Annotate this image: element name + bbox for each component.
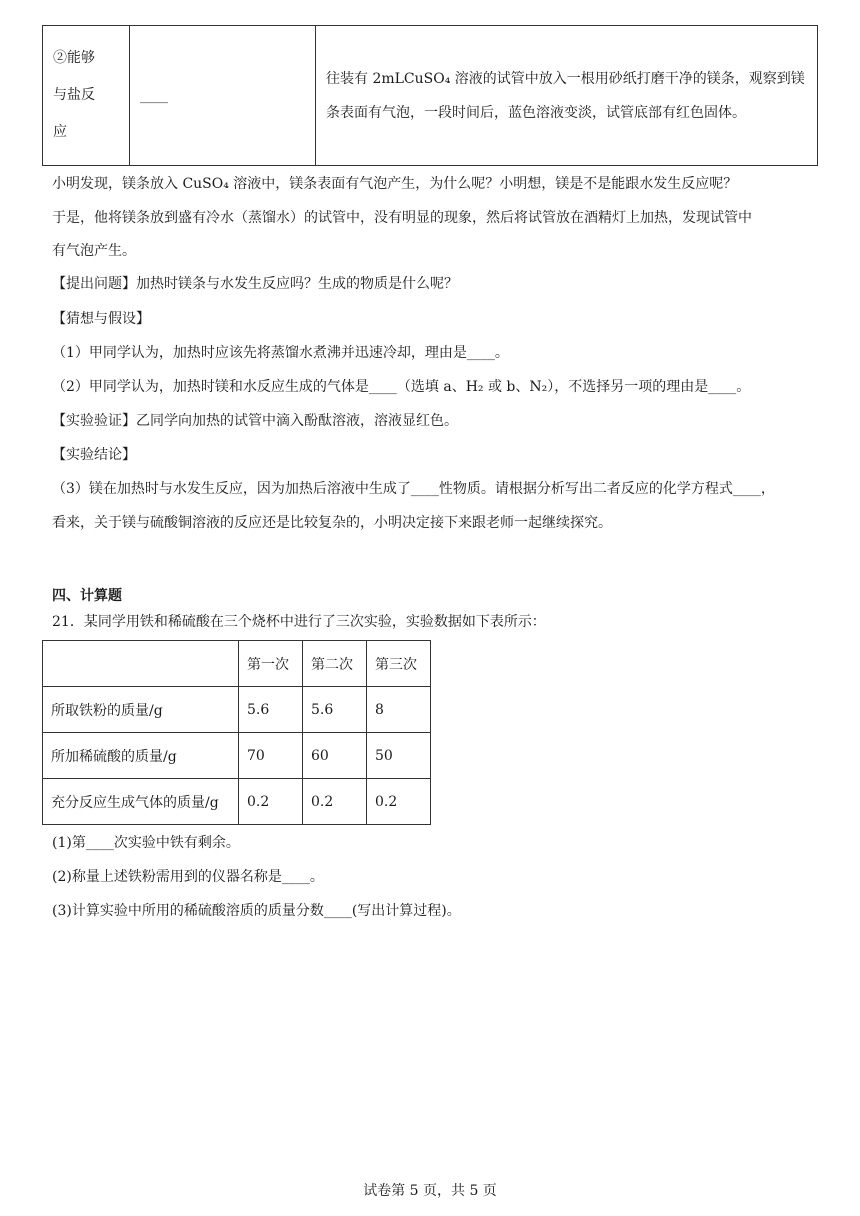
table-cell: 5.6	[303, 687, 367, 733]
table-row	[43, 687, 431, 733]
table-row	[43, 779, 431, 825]
table-cell: 60	[303, 733, 367, 779]
paragraph-procedure-cont: 有气泡产生。	[52, 243, 136, 259]
table-header-cell: 第三次	[367, 641, 431, 687]
table-header-cell	[43, 641, 239, 687]
experiment-description-cell	[316, 26, 818, 166]
sub-question-2[interactable]: (2)称量上述铁粉需用到的仪器名称是____。	[52, 869, 324, 885]
row-label: 所加稀硫酸的质量/g	[43, 733, 239, 779]
hypothesis-1[interactable]: （1）甲同学认为，加热时应该先将蒸馏水煮沸并迅速冷却，理由是____。	[52, 345, 509, 361]
row-label: 所取铁粉的质量/g	[43, 687, 239, 733]
description-line: 条表面有气泡，一段时间后，蓝色溶液变淡，试管底部有红色固体。	[326, 104, 746, 121]
experiment-verification: 【实验验证】乙同学向加热的试管中滴入酚酞溶液，溶液显红色。	[52, 413, 458, 429]
table-cell: 50	[367, 733, 431, 779]
experiment-table-continued	[42, 25, 818, 166]
paragraph-procedure: 于是，他将镁条放到盛有冷水（蒸馏水）的试管中，没有明显的现象，然后将试管放在酒精灯上加热，发现试管中	[52, 210, 752, 226]
table-cell: 0.2	[303, 779, 367, 825]
table-header-row	[43, 641, 431, 687]
property-line: ②能够	[53, 50, 95, 66]
paragraph-observation: 小明发现，镁条放入 CuSO₄ 溶液中，镁条表面有气泡产生，为什么呢？小明想，镁是不是能跟水发生反应呢？	[52, 176, 738, 192]
table-cell: 0.2	[239, 779, 303, 825]
hypothesis-2[interactable]: （2）甲同学认为，加热时镁和水反应生成的气体是____（选填 a、H₂ 或 b、N₂），不选择另一项的理由是____。	[52, 379, 751, 395]
conclusion-3[interactable]: （3）镁在加热时与水发生反应，因为加热后溶液中生成了____性物质。请根据分析写出二者反应的化学方程式____，	[52, 481, 775, 497]
description-line: 往装有 2mLCuSO₄ 溶液的试管中放入一根用砂纸打磨干净的镁条，观察到镁	[326, 70, 805, 87]
sub-question-1[interactable]: (1)第____次实验中铁有剩余。	[52, 835, 240, 851]
answer-blank-cell[interactable]	[130, 26, 316, 166]
table-cell: 5.6	[239, 687, 303, 733]
question-21: 21．某同学用铁和稀硫酸在三个烧杯中进行了三次实验，实验数据如下表所示：	[52, 614, 546, 630]
hypothesis-heading: 【猜想与假设】	[52, 311, 150, 327]
table-row	[43, 733, 431, 779]
table-header-cell: 第二次	[303, 641, 367, 687]
row-label: 充分反应生成气体的质量/g	[43, 779, 239, 825]
table-cell: 70	[239, 733, 303, 779]
answer-blank[interactable]: ____	[140, 87, 168, 104]
table-cell: 8	[367, 687, 431, 733]
property-line: 与盐反	[53, 87, 95, 103]
page-footer: 试卷第 5 页，共 5 页	[363, 1183, 497, 1199]
conclusion-3-cont: 看来，关于镁与硫酸铜溶液的反应还是比较复杂的，小明决定接下来跟老师一起继续探究。	[52, 515, 612, 531]
property-cell	[43, 26, 130, 166]
table-header-cell: 第一次	[239, 641, 303, 687]
conclusion-heading: 【实验结论】	[52, 447, 136, 463]
data-table	[42, 640, 431, 825]
section-title: 四、计算题	[52, 588, 122, 604]
raise-question: 【提出问题】加热时镁条与水发生反应吗？生成的物质是什么呢？	[52, 276, 458, 292]
table-cell: 0.2	[367, 779, 431, 825]
sub-question-3[interactable]: (3)计算实验中所用的稀硫酸溶质的质量分数____(写出计算过程)。	[52, 903, 461, 919]
property-line: 应	[53, 124, 67, 140]
